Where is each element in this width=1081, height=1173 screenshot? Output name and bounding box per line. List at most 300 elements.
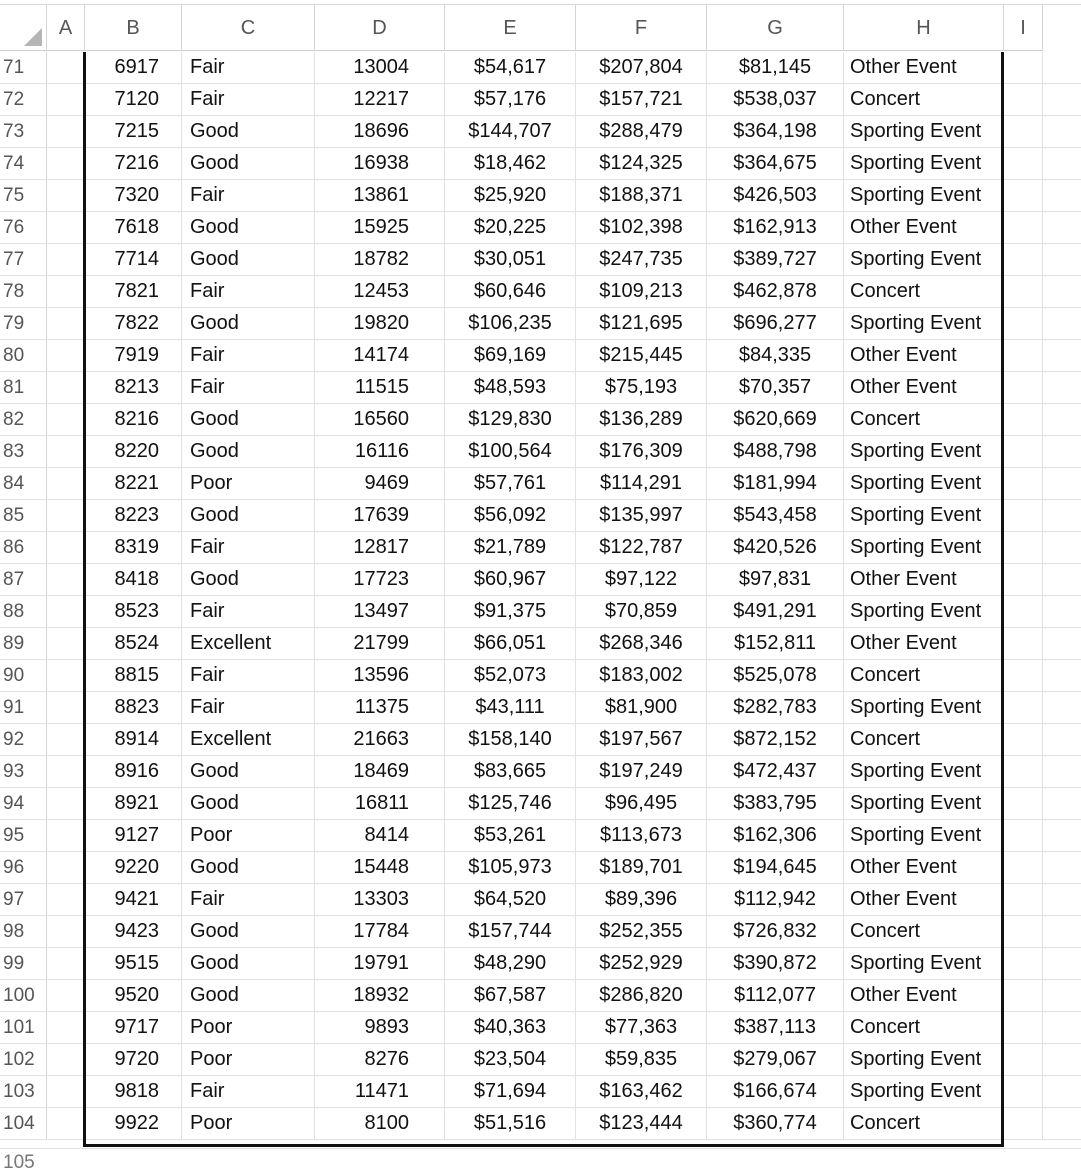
cell-e[interactable]: $106,235 bbox=[445, 308, 576, 339]
cell-f[interactable]: $123,444 bbox=[576, 1108, 707, 1139]
cell-h[interactable]: Sporting Event bbox=[850, 504, 982, 526]
cell-f[interactable]: $135,997 bbox=[576, 500, 707, 531]
cell-c[interactable]: Poor bbox=[182, 1044, 315, 1075]
cell-a[interactable] bbox=[47, 884, 85, 915]
row-number[interactable]: 96 bbox=[0, 852, 47, 883]
cell-h[interactable]: Other Event bbox=[850, 216, 957, 238]
cell-g[interactable]: $360,774 bbox=[707, 1108, 844, 1139]
cell-a[interactable] bbox=[47, 820, 85, 851]
row-number[interactable]: 100 bbox=[0, 980, 47, 1011]
cell-g[interactable]: $112,077 bbox=[707, 980, 844, 1011]
cell-c[interactable]: Good bbox=[182, 148, 315, 179]
cell-a[interactable] bbox=[47, 148, 85, 179]
cell-g[interactable]: $872,152 bbox=[707, 724, 844, 755]
cell-c[interactable]: Excellent bbox=[182, 628, 315, 659]
cell-g[interactable]: $81,145 bbox=[707, 52, 844, 83]
cell-c[interactable]: Good bbox=[182, 756, 315, 787]
cell-g[interactable]: $462,878 bbox=[707, 276, 844, 307]
cell-h[interactable]: Other Event bbox=[850, 888, 957, 910]
cell-h[interactable]: Sporting Event bbox=[850, 792, 982, 814]
cell-a[interactable] bbox=[47, 244, 85, 275]
cell-a[interactable] bbox=[47, 692, 85, 723]
cell-i[interactable] bbox=[1004, 564, 1043, 595]
cell-i[interactable] bbox=[1004, 788, 1043, 819]
cell-f[interactable]: $102,398 bbox=[576, 212, 707, 243]
cell-e[interactable]: $83,665 bbox=[445, 756, 576, 787]
cell-e[interactable]: $52,073 bbox=[445, 660, 576, 691]
cell-g[interactable]: $543,458 bbox=[707, 500, 844, 531]
row-number[interactable]: 78 bbox=[0, 276, 47, 307]
cell-b[interactable]: 9922 bbox=[85, 1108, 182, 1139]
cell-d[interactable]: 11375 bbox=[315, 692, 445, 723]
cell-g[interactable]: $162,306 bbox=[707, 820, 844, 851]
cell-f[interactable]: $114,291 bbox=[576, 468, 707, 499]
row-number[interactable]: 95 bbox=[0, 820, 47, 851]
cell-i[interactable] bbox=[1004, 1108, 1043, 1139]
column-header-d[interactable]: D bbox=[315, 5, 445, 51]
cell-a[interactable] bbox=[47, 180, 85, 211]
cell-g[interactable]: $488,798 bbox=[707, 436, 844, 467]
cell-f[interactable]: $252,355 bbox=[576, 916, 707, 947]
cell-d[interactable]: 13004 bbox=[315, 52, 445, 83]
cell-a[interactable] bbox=[47, 1044, 85, 1075]
cell-a[interactable] bbox=[47, 1076, 85, 1107]
cell-d[interactable]: 13497 bbox=[315, 596, 445, 627]
row-number[interactable]: 77 bbox=[0, 244, 47, 275]
cell-h[interactable]: Other Event bbox=[850, 632, 957, 654]
cell-f[interactable]: $176,309 bbox=[576, 436, 707, 467]
cell-h[interactable]: Sporting Event bbox=[850, 824, 982, 846]
cell-g[interactable]: $387,113 bbox=[707, 1012, 844, 1043]
cell-i[interactable] bbox=[1004, 404, 1043, 435]
row-number[interactable]: 99 bbox=[0, 948, 47, 979]
cell-c[interactable]: Fair bbox=[182, 692, 315, 723]
cell-a[interactable] bbox=[47, 116, 85, 147]
cell-a[interactable] bbox=[47, 660, 85, 691]
cell-a[interactable] bbox=[47, 1108, 85, 1139]
row-number[interactable]: 86 bbox=[0, 532, 47, 563]
cell-i[interactable] bbox=[1004, 628, 1043, 659]
row-number[interactable]: 89 bbox=[0, 628, 47, 659]
row-number[interactable]: 91 bbox=[0, 692, 47, 723]
cell-f[interactable]: $109,213 bbox=[576, 276, 707, 307]
cell-d[interactable]: 19791 bbox=[315, 948, 445, 979]
select-all-corner[interactable] bbox=[0, 5, 47, 51]
cell-f[interactable]: $124,325 bbox=[576, 148, 707, 179]
cell-c[interactable]: Excellent bbox=[182, 724, 315, 755]
cell-f[interactable]: $188,371 bbox=[576, 180, 707, 211]
row-number[interactable]: 76 bbox=[0, 212, 47, 243]
cell-i[interactable] bbox=[1004, 1012, 1043, 1043]
cell-g[interactable]: $194,645 bbox=[707, 852, 844, 883]
cell-e[interactable]: $64,520 bbox=[445, 884, 576, 915]
cell-d[interactable]: 9469 bbox=[315, 468, 445, 499]
cell-a[interactable] bbox=[47, 308, 85, 339]
row-number[interactable]: 82 bbox=[0, 404, 47, 435]
cell-d[interactable]: 12453 bbox=[315, 276, 445, 307]
cell-b[interactable]: 8916 bbox=[85, 756, 182, 787]
cell-a[interactable] bbox=[47, 84, 85, 115]
cell-c[interactable]: Fair bbox=[182, 660, 315, 691]
cell-d[interactable]: 8100 bbox=[315, 1108, 445, 1139]
cell-b[interactable]: 8220 bbox=[85, 436, 182, 467]
cell-a[interactable] bbox=[47, 788, 85, 819]
cell-c[interactable]: Good bbox=[182, 916, 315, 947]
cell-g[interactable]: $84,335 bbox=[707, 340, 844, 371]
cell-e[interactable]: $69,169 bbox=[445, 340, 576, 371]
cell-g[interactable]: $472,437 bbox=[707, 756, 844, 787]
row-number[interactable]: 87 bbox=[0, 564, 47, 595]
cell-a[interactable] bbox=[47, 1012, 85, 1043]
cell-a[interactable] bbox=[47, 852, 85, 883]
cell-h[interactable]: Other Event bbox=[850, 376, 957, 398]
cell-f[interactable]: $189,701 bbox=[576, 852, 707, 883]
row-number[interactable]: 92 bbox=[0, 724, 47, 755]
cell-a[interactable] bbox=[47, 276, 85, 307]
cell-b[interactable]: 7215 bbox=[85, 116, 182, 147]
cell-i[interactable] bbox=[1004, 436, 1043, 467]
cell-c[interactable]: Poor bbox=[182, 1012, 315, 1043]
cell-e[interactable]: $125,746 bbox=[445, 788, 576, 819]
cell-b[interactable]: 8213 bbox=[85, 372, 182, 403]
cell-a[interactable] bbox=[47, 468, 85, 499]
cell-g[interactable]: $389,727 bbox=[707, 244, 844, 275]
cell-d[interactable]: 14174 bbox=[315, 340, 445, 371]
cell-e[interactable]: $60,967 bbox=[445, 564, 576, 595]
row-number[interactable]: 97 bbox=[0, 884, 47, 915]
cell-i[interactable] bbox=[1004, 52, 1043, 83]
column-header-b[interactable]: B bbox=[85, 5, 182, 51]
row-number[interactable]: 80 bbox=[0, 340, 47, 371]
cell-g[interactable]: $390,872 bbox=[707, 948, 844, 979]
cell-f[interactable]: $286,820 bbox=[576, 980, 707, 1011]
cell-e[interactable]: $56,092 bbox=[445, 500, 576, 531]
cell-b[interactable]: 7821 bbox=[85, 276, 182, 307]
row-number[interactable]: 79 bbox=[0, 308, 47, 339]
cell-h[interactable]: Concert bbox=[850, 728, 921, 750]
column-header-i[interactable]: I bbox=[1004, 5, 1043, 51]
cell-d[interactable]: 11515 bbox=[315, 372, 445, 403]
cell-h[interactable]: Sporting Event bbox=[850, 1080, 982, 1102]
cell-g[interactable]: $538,037 bbox=[707, 84, 844, 115]
cell-h[interactable]: Concert bbox=[850, 1016, 921, 1038]
cell-a[interactable] bbox=[47, 532, 85, 563]
cell-h[interactable]: Other Event bbox=[850, 856, 957, 878]
cell-h[interactable]: Sporting Event bbox=[850, 248, 982, 270]
cell-f[interactable]: $288,479 bbox=[576, 116, 707, 147]
cell-c[interactable]: Good bbox=[182, 948, 315, 979]
cell-d[interactable]: 17723 bbox=[315, 564, 445, 595]
cell-f[interactable]: $183,002 bbox=[576, 660, 707, 691]
cell-f[interactable]: $96,495 bbox=[576, 788, 707, 819]
column-header-g[interactable]: G bbox=[707, 5, 844, 51]
cell-c[interactable]: Good bbox=[182, 404, 315, 435]
cell-i[interactable] bbox=[1004, 500, 1043, 531]
cell-c[interactable]: Poor bbox=[182, 468, 315, 499]
cell-h[interactable]: Sporting Event bbox=[850, 184, 982, 206]
cell-a[interactable] bbox=[47, 724, 85, 755]
row-number[interactable]: 104 bbox=[0, 1108, 47, 1139]
row-number[interactable]: 103 bbox=[0, 1076, 47, 1107]
cell-d[interactable]: 18469 bbox=[315, 756, 445, 787]
cell-h[interactable]: Sporting Event bbox=[850, 696, 982, 718]
cell-c[interactable]: Fair bbox=[182, 372, 315, 403]
cell-e[interactable]: $43,111 bbox=[445, 692, 576, 723]
cell-i[interactable] bbox=[1004, 308, 1043, 339]
cell-b[interactable]: 8523 bbox=[85, 596, 182, 627]
cell-d[interactable]: 11471 bbox=[315, 1076, 445, 1107]
cell-g[interactable]: $279,067 bbox=[707, 1044, 844, 1075]
cell-e[interactable]: $129,830 bbox=[445, 404, 576, 435]
cell-h[interactable]: Sporting Event bbox=[850, 152, 982, 174]
cell-a[interactable] bbox=[47, 212, 85, 243]
cell-c[interactable]: Fair bbox=[182, 180, 315, 211]
cell-b[interactable]: 8223 bbox=[85, 500, 182, 531]
cell-i[interactable] bbox=[1004, 116, 1043, 147]
cell-b[interactable]: 8823 bbox=[85, 692, 182, 723]
cell-h[interactable]: Sporting Event bbox=[850, 472, 982, 494]
cell-a[interactable] bbox=[47, 756, 85, 787]
cell-d[interactable]: 18932 bbox=[315, 980, 445, 1011]
row-number[interactable]: 94 bbox=[0, 788, 47, 819]
cell-e[interactable]: $105,973 bbox=[445, 852, 576, 883]
cell-f[interactable]: $157,721 bbox=[576, 84, 707, 115]
cell-d[interactable]: 21663 bbox=[315, 724, 445, 755]
cell-g[interactable]: $491,291 bbox=[707, 596, 844, 627]
cell-c[interactable]: Good bbox=[182, 788, 315, 819]
column-header-h[interactable]: H bbox=[844, 5, 1004, 51]
cell-b[interactable]: 8418 bbox=[85, 564, 182, 595]
cell-e[interactable]: $51,516 bbox=[445, 1108, 576, 1139]
cell-g[interactable]: $726,832 bbox=[707, 916, 844, 947]
cell-g[interactable]: $181,994 bbox=[707, 468, 844, 499]
cell-f[interactable]: $136,289 bbox=[576, 404, 707, 435]
cell-d[interactable]: 8414 bbox=[315, 820, 445, 851]
cell-e[interactable]: $20,225 bbox=[445, 212, 576, 243]
cell-d[interactable]: 18696 bbox=[315, 116, 445, 147]
cell-i[interactable] bbox=[1004, 820, 1043, 851]
row-number[interactable]: 101 bbox=[0, 1012, 47, 1043]
cell-d[interactable]: 21799 bbox=[315, 628, 445, 659]
cell-c[interactable]: Poor bbox=[182, 820, 315, 851]
cell-e[interactable]: $23,504 bbox=[445, 1044, 576, 1075]
cell-f[interactable]: $70,859 bbox=[576, 596, 707, 627]
cell-c[interactable]: Good bbox=[182, 564, 315, 595]
cell-c[interactable]: Fair bbox=[182, 84, 315, 115]
cell-i[interactable] bbox=[1004, 180, 1043, 211]
cell-h[interactable]: Sporting Event bbox=[850, 600, 982, 622]
cell-h[interactable]: Concert bbox=[850, 664, 921, 686]
row-number[interactable]: 83 bbox=[0, 436, 47, 467]
cell-f[interactable]: $81,900 bbox=[576, 692, 707, 723]
cell-d[interactable]: 12217 bbox=[315, 84, 445, 115]
cell-i[interactable] bbox=[1004, 692, 1043, 723]
cell-e[interactable]: $48,593 bbox=[445, 372, 576, 403]
cell-c[interactable]: Good bbox=[182, 980, 315, 1011]
cell-b[interactable]: 8914 bbox=[85, 724, 182, 755]
cell-g[interactable]: $152,811 bbox=[707, 628, 844, 659]
cell-h[interactable]: Sporting Event bbox=[850, 1048, 982, 1070]
cell-i[interactable] bbox=[1004, 852, 1043, 883]
cell-g[interactable]: $166,674 bbox=[707, 1076, 844, 1107]
row-number[interactable]: 73 bbox=[0, 116, 47, 147]
cell-f[interactable]: $197,249 bbox=[576, 756, 707, 787]
cell-i[interactable] bbox=[1004, 724, 1043, 755]
cell-a[interactable] bbox=[47, 340, 85, 371]
cell-d[interactable]: 16560 bbox=[315, 404, 445, 435]
cell-b[interactable]: 7714 bbox=[85, 244, 182, 275]
cell-i[interactable] bbox=[1004, 340, 1043, 371]
cell-c[interactable]: Fair bbox=[182, 276, 315, 307]
cell-h[interactable]: Sporting Event bbox=[850, 952, 982, 974]
cell-f[interactable]: $121,695 bbox=[576, 308, 707, 339]
cell-a[interactable] bbox=[47, 980, 85, 1011]
cell-h[interactable]: Sporting Event bbox=[850, 760, 982, 782]
cell-b[interactable]: 9423 bbox=[85, 916, 182, 947]
cell-b[interactable]: 7320 bbox=[85, 180, 182, 211]
cell-i[interactable] bbox=[1004, 948, 1043, 979]
cell-b[interactable]: 9421 bbox=[85, 884, 182, 915]
cell-h[interactable]: Sporting Event bbox=[850, 120, 982, 142]
cell-i[interactable] bbox=[1004, 916, 1043, 947]
row-number[interactable]: 84 bbox=[0, 468, 47, 499]
cell-a[interactable] bbox=[47, 564, 85, 595]
cell-i[interactable] bbox=[1004, 756, 1043, 787]
cell-h[interactable]: Concert bbox=[850, 88, 921, 110]
cell-i[interactable] bbox=[1004, 884, 1043, 915]
cell-h[interactable]: Sporting Event bbox=[850, 440, 982, 462]
cell-i[interactable] bbox=[1004, 148, 1043, 179]
row-number[interactable]: 102 bbox=[0, 1044, 47, 1075]
cell-b[interactable]: 7618 bbox=[85, 212, 182, 243]
cell-c[interactable]: Fair bbox=[182, 340, 315, 371]
row-number[interactable]: 90 bbox=[0, 660, 47, 691]
cell-g[interactable]: $696,277 bbox=[707, 308, 844, 339]
cell-d[interactable]: 8276 bbox=[315, 1044, 445, 1075]
cell-b[interactable]: 7822 bbox=[85, 308, 182, 339]
cell-i[interactable] bbox=[1004, 660, 1043, 691]
cell-a[interactable] bbox=[47, 948, 85, 979]
row-number[interactable]: 93 bbox=[0, 756, 47, 787]
cell-e[interactable]: $91,375 bbox=[445, 596, 576, 627]
cell-c[interactable]: Fair bbox=[182, 596, 315, 627]
cell-g[interactable]: $364,675 bbox=[707, 148, 844, 179]
cell-d[interactable]: 17639 bbox=[315, 500, 445, 531]
cell-c[interactable]: Good bbox=[182, 212, 315, 243]
cell-d[interactable]: 18782 bbox=[315, 244, 445, 275]
cell-a[interactable] bbox=[47, 628, 85, 659]
cell-c[interactable]: Good bbox=[182, 116, 315, 147]
row-number[interactable]: 71 bbox=[0, 52, 47, 83]
cell-e[interactable]: $144,707 bbox=[445, 116, 576, 147]
column-header-f[interactable]: F bbox=[576, 5, 707, 51]
cell-b[interactable]: 9520 bbox=[85, 980, 182, 1011]
cell-e[interactable]: $66,051 bbox=[445, 628, 576, 659]
cell-c[interactable]: Fair bbox=[182, 532, 315, 563]
cell-d[interactable]: 16116 bbox=[315, 436, 445, 467]
cell-e[interactable]: $157,744 bbox=[445, 916, 576, 947]
cell-b[interactable]: 9717 bbox=[85, 1012, 182, 1043]
row-number[interactable]: 72 bbox=[0, 84, 47, 115]
cell-i[interactable] bbox=[1004, 84, 1043, 115]
cell-d[interactable]: 9893 bbox=[315, 1012, 445, 1043]
cell-c[interactable]: Good bbox=[182, 244, 315, 275]
cell-f[interactable]: $75,193 bbox=[576, 372, 707, 403]
cell-b[interactable]: 8815 bbox=[85, 660, 182, 691]
cell-g[interactable]: $420,526 bbox=[707, 532, 844, 563]
row-number[interactable]: 85 bbox=[0, 500, 47, 531]
cell-g[interactable]: $525,078 bbox=[707, 660, 844, 691]
cell-e[interactable]: $54,617 bbox=[445, 52, 576, 83]
cell-g[interactable]: $282,783 bbox=[707, 692, 844, 723]
cell-c[interactable]: Good bbox=[182, 852, 315, 883]
cell-e[interactable]: $60,646 bbox=[445, 276, 576, 307]
cell-e[interactable]: $21,789 bbox=[445, 532, 576, 563]
cell-c[interactable]: Good bbox=[182, 436, 315, 467]
cell-e[interactable]: $48,290 bbox=[445, 948, 576, 979]
cell-c[interactable]: Good bbox=[182, 308, 315, 339]
column-header-e[interactable]: E bbox=[445, 5, 576, 51]
cell-a[interactable] bbox=[47, 596, 85, 627]
cell-d[interactable]: 12817 bbox=[315, 532, 445, 563]
cell-g[interactable]: $162,913 bbox=[707, 212, 844, 243]
cell-b[interactable]: 8221 bbox=[85, 468, 182, 499]
row-number[interactable]: 75 bbox=[0, 180, 47, 211]
cell-g[interactable]: $620,669 bbox=[707, 404, 844, 435]
cell-f[interactable]: $247,735 bbox=[576, 244, 707, 275]
cell-i[interactable] bbox=[1004, 1044, 1043, 1075]
cell-d[interactable]: 19820 bbox=[315, 308, 445, 339]
cell-d[interactable]: 15448 bbox=[315, 852, 445, 883]
cell-e[interactable]: $57,176 bbox=[445, 84, 576, 115]
cell-i[interactable] bbox=[1004, 212, 1043, 243]
cell-i[interactable] bbox=[1004, 1076, 1043, 1107]
cell-i[interactable] bbox=[1004, 532, 1043, 563]
cell-i[interactable] bbox=[1004, 244, 1043, 275]
cell-b[interactable]: 9818 bbox=[85, 1076, 182, 1107]
cell-b[interactable]: 9515 bbox=[85, 948, 182, 979]
cell-e[interactable]: $30,051 bbox=[445, 244, 576, 275]
row-number[interactable]: 88 bbox=[0, 596, 47, 627]
cell-e[interactable]: $53,261 bbox=[445, 820, 576, 851]
cell-f[interactable]: $207,804 bbox=[576, 52, 707, 83]
cell-h[interactable]: Concert bbox=[850, 920, 921, 942]
cell-d[interactable]: 13596 bbox=[315, 660, 445, 691]
row-number[interactable]: 81 bbox=[0, 372, 47, 403]
row-number[interactable]: 74 bbox=[0, 148, 47, 179]
cell-b[interactable]: 8524 bbox=[85, 628, 182, 659]
cell-a[interactable] bbox=[47, 372, 85, 403]
cell-d[interactable]: 17784 bbox=[315, 916, 445, 947]
cell-e[interactable]: $57,761 bbox=[445, 468, 576, 499]
cell-h[interactable]: Sporting Event bbox=[850, 312, 982, 334]
cell-b[interactable]: 7120 bbox=[85, 84, 182, 115]
cell-c[interactable]: Good bbox=[182, 500, 315, 531]
cell-d[interactable]: 16938 bbox=[315, 148, 445, 179]
cell-h[interactable]: Concert bbox=[850, 408, 921, 430]
cell-b[interactable]: 7919 bbox=[85, 340, 182, 371]
cell-f[interactable]: $215,445 bbox=[576, 340, 707, 371]
cell-a[interactable] bbox=[47, 436, 85, 467]
cell-g[interactable]: $70,357 bbox=[707, 372, 844, 403]
cell-g[interactable]: $383,795 bbox=[707, 788, 844, 819]
cell-c[interactable]: Fair bbox=[182, 884, 315, 915]
cell-f[interactable]: $252,929 bbox=[576, 948, 707, 979]
cell-e[interactable]: $71,694 bbox=[445, 1076, 576, 1107]
cell-f[interactable]: $113,673 bbox=[576, 820, 707, 851]
cell-e[interactable]: $158,140 bbox=[445, 724, 576, 755]
cell-d[interactable]: 13861 bbox=[315, 180, 445, 211]
